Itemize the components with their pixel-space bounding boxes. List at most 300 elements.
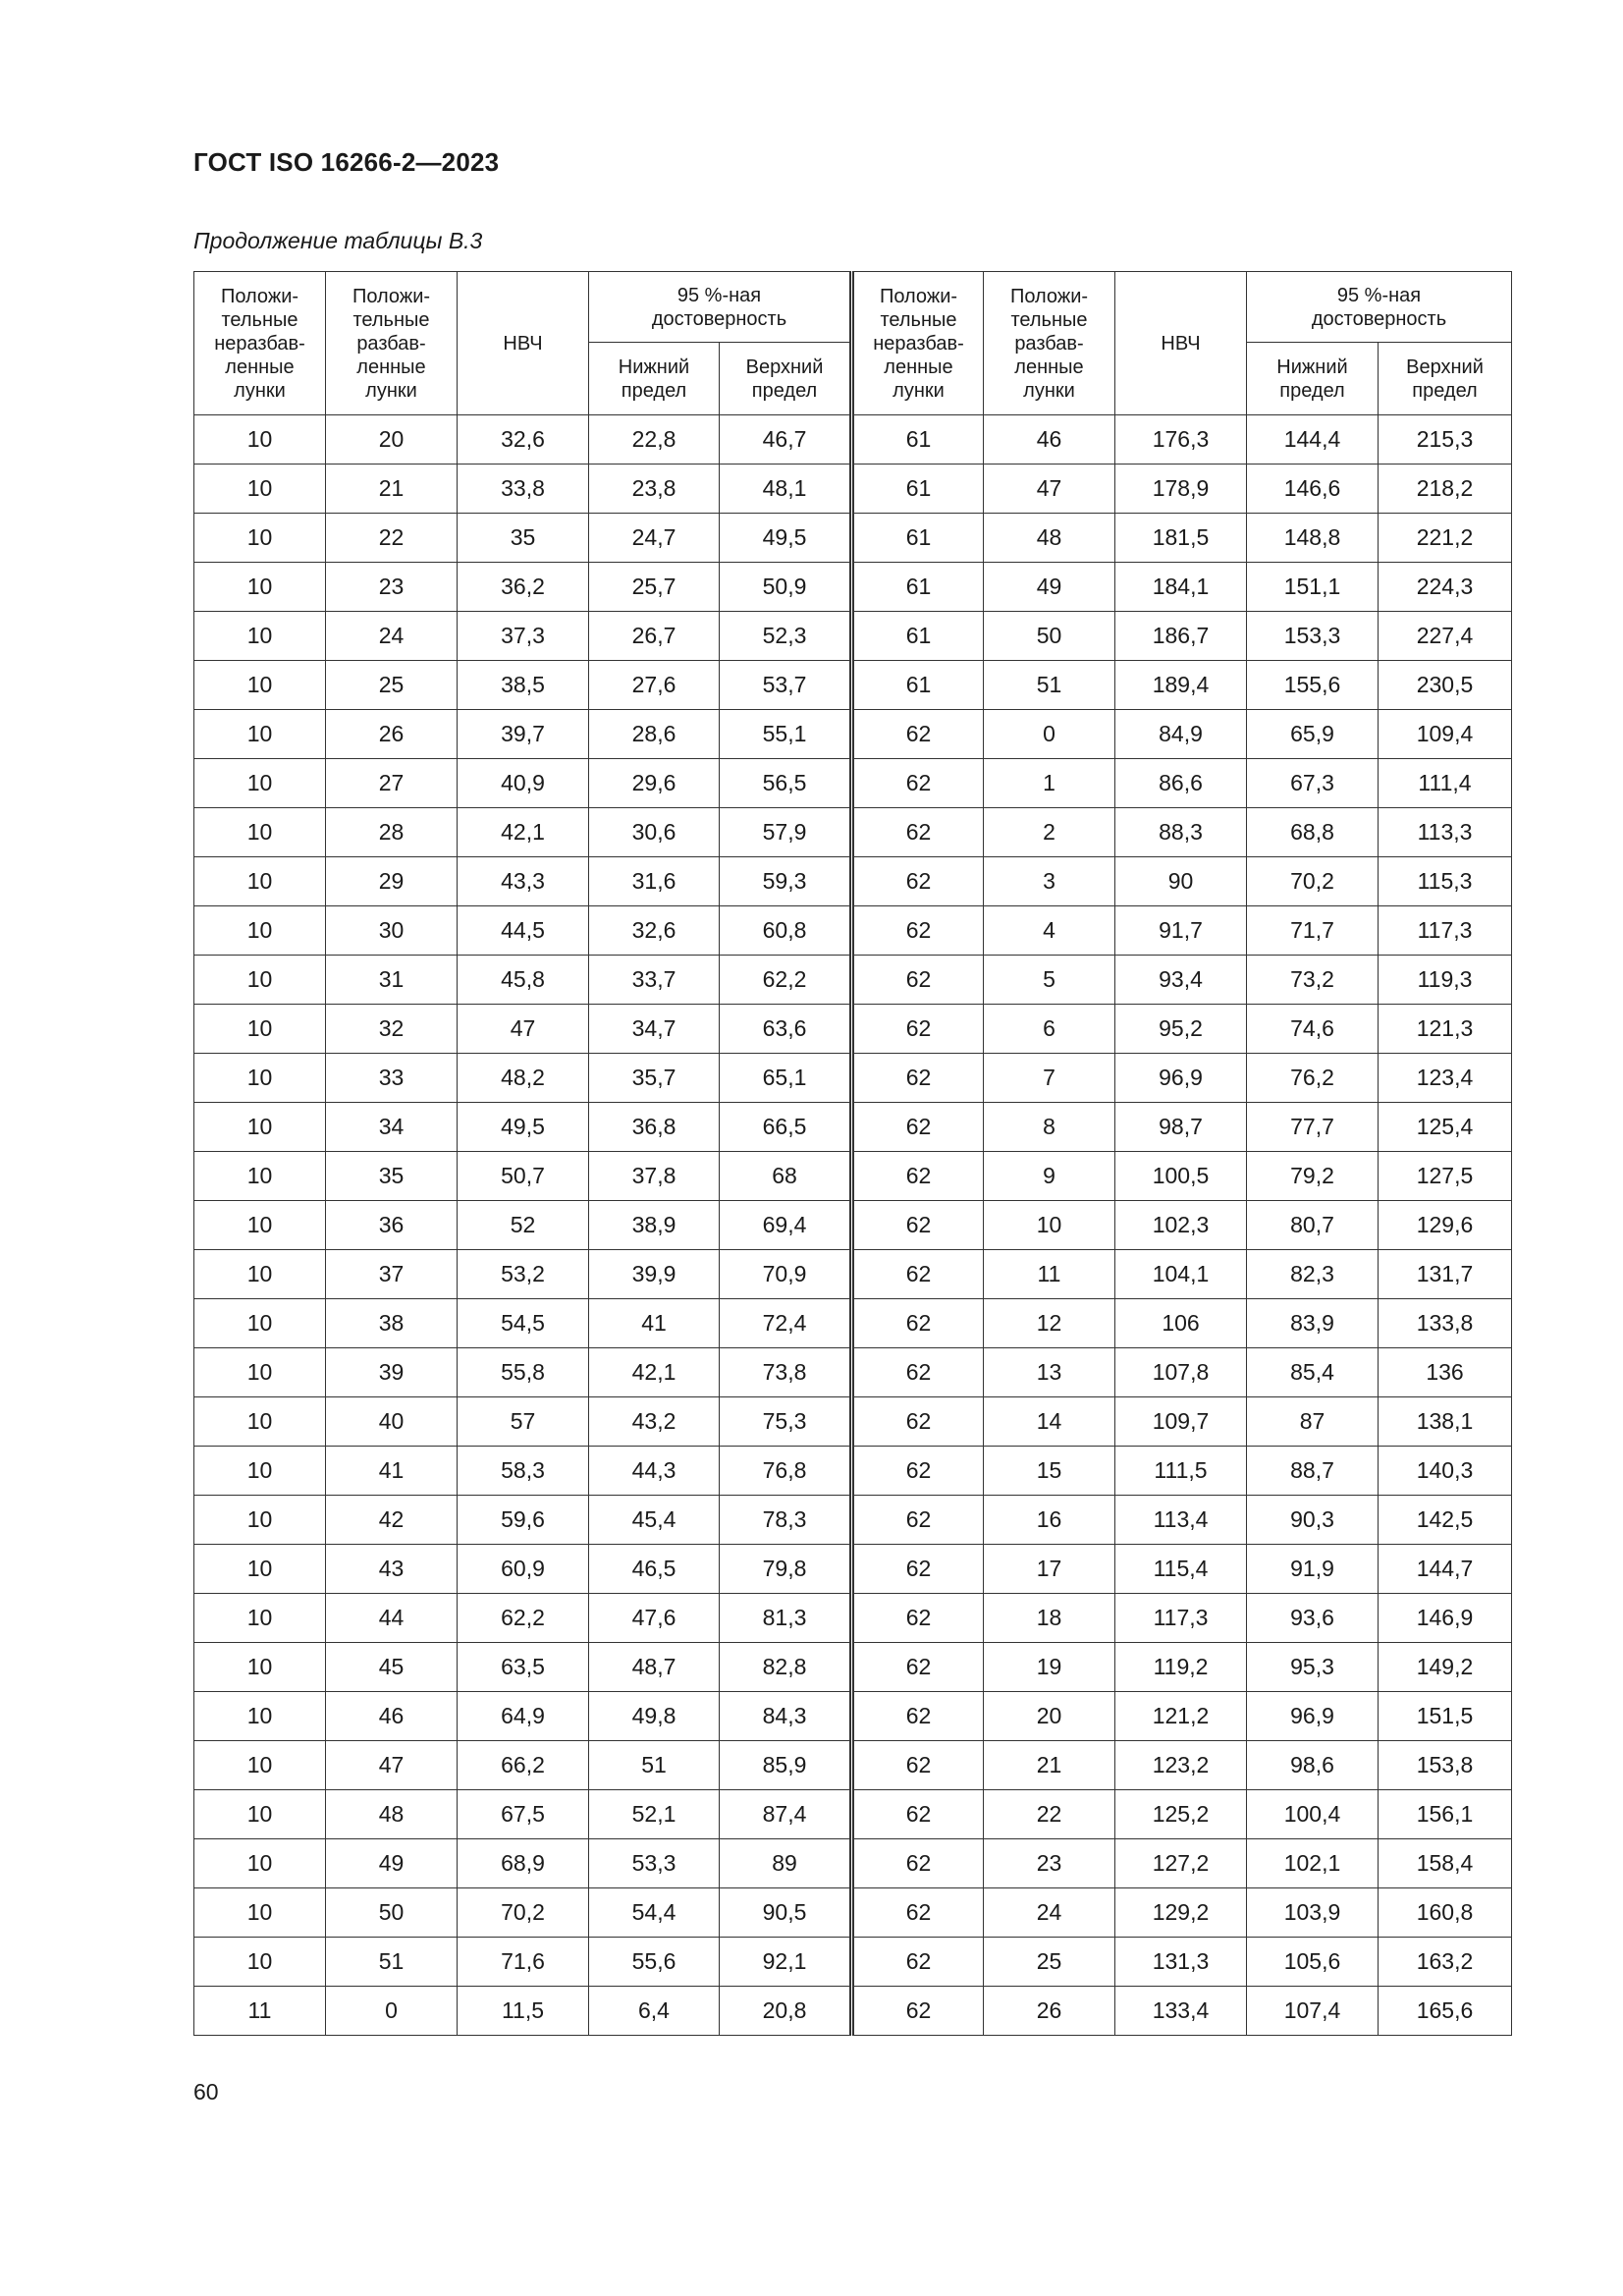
table-cell: 10 <box>194 857 326 906</box>
table-cell: 46,5 <box>589 1545 720 1594</box>
table-cell: 153,3 <box>1247 612 1379 661</box>
table-row <box>194 661 1512 710</box>
table-cell: 51 <box>326 1938 458 1987</box>
table-cell: 111,5 <box>1115 1447 1247 1496</box>
table-cell: 20 <box>326 415 458 465</box>
table-cell: 34 <box>326 1103 458 1152</box>
table-cell: 47 <box>984 465 1115 514</box>
table-cell: 26,7 <box>589 612 720 661</box>
table-cell: 40 <box>326 1397 458 1447</box>
table-cell: 23 <box>326 563 458 612</box>
table-cell: 34,7 <box>589 1005 720 1054</box>
table-row <box>194 1938 1512 1987</box>
table-cell: 17 <box>984 1545 1115 1594</box>
table-cell: 76,8 <box>720 1447 852 1496</box>
table-cell: 142,5 <box>1379 1496 1512 1545</box>
table-cell: 49,5 <box>720 514 852 563</box>
table-cell: 83,9 <box>1247 1299 1379 1348</box>
table-cell: 10 <box>194 514 326 563</box>
table-cell: 62 <box>852 1839 984 1888</box>
table-cell: 10 <box>194 1005 326 1054</box>
table-cell: 33,8 <box>458 465 589 514</box>
header-lower-2: Нижний предел <box>1247 343 1379 415</box>
table-cell: 10 <box>194 1201 326 1250</box>
table-cell: 37 <box>326 1250 458 1299</box>
table-cell: 24 <box>984 1888 1115 1938</box>
table-cell: 65,1 <box>720 1054 852 1103</box>
table-cell: 10 <box>194 1496 326 1545</box>
table-cell: 138,1 <box>1379 1397 1512 1447</box>
table-cell: 6,4 <box>589 1987 720 2036</box>
table-cell: 10 <box>194 906 326 956</box>
table-cell: 45 <box>326 1643 458 1692</box>
table-cell: 32,6 <box>458 415 589 465</box>
table-cell: 6 <box>984 1005 1115 1054</box>
table-cell: 44,5 <box>458 906 589 956</box>
table-cell: 123,2 <box>1115 1741 1247 1790</box>
table-row <box>194 1987 1512 2036</box>
table-cell: 73,2 <box>1247 956 1379 1005</box>
table-cell: 36,2 <box>458 563 589 612</box>
table-cell: 119,3 <box>1379 956 1512 1005</box>
mpn-table <box>193 271 1512 2036</box>
table-cell: 62 <box>852 1643 984 1692</box>
table-cell: 69,4 <box>720 1201 852 1250</box>
table-cell: 62 <box>852 1938 984 1987</box>
table-cell: 10 <box>194 1594 326 1643</box>
table-cell: 62 <box>852 1790 984 1839</box>
header-lower: Нижний предел <box>589 343 720 415</box>
table-cell: 21 <box>326 465 458 514</box>
table-cell: 62,2 <box>720 956 852 1005</box>
table-cell: 23 <box>984 1839 1115 1888</box>
table-cell: 102,3 <box>1115 1201 1247 1250</box>
header-mpn-2: НВЧ <box>1115 272 1247 415</box>
table-cell: 78,3 <box>720 1496 852 1545</box>
table-cell: 62 <box>852 1496 984 1545</box>
table-cell: 10 <box>194 612 326 661</box>
table-cell: 49,5 <box>458 1103 589 1152</box>
table-cell: 50,9 <box>720 563 852 612</box>
header-upper: Верхний предел <box>720 343 852 415</box>
table-cell: 52 <box>458 1201 589 1250</box>
table-cell: 50 <box>326 1888 458 1938</box>
table-cell: 57 <box>458 1397 589 1447</box>
table-cell: 10 <box>194 1545 326 1594</box>
table-cell: 0 <box>326 1987 458 2036</box>
table-cell: 163,2 <box>1379 1938 1512 1987</box>
table-cell: 61 <box>852 415 984 465</box>
table-cell: 49 <box>984 563 1115 612</box>
table-cell: 160,8 <box>1379 1888 1512 1938</box>
table-cell: 10 <box>194 1348 326 1397</box>
table-cell: 62 <box>852 1005 984 1054</box>
table-cell: 70,9 <box>720 1250 852 1299</box>
table-cell: 104,1 <box>1115 1250 1247 1299</box>
table-cell: 39,7 <box>458 710 589 759</box>
table-cell: 121,2 <box>1115 1692 1247 1741</box>
table-cell: 10 <box>194 1692 326 1741</box>
table-cell: 35 <box>458 514 589 563</box>
table-cell: 117,3 <box>1379 906 1512 956</box>
table-cell: 80,7 <box>1247 1201 1379 1250</box>
table-cell: 28 <box>326 808 458 857</box>
table-row <box>194 1741 1512 1790</box>
table-cell: 77,7 <box>1247 1103 1379 1152</box>
header-confidence: 95 %-ная достоверность <box>589 272 852 343</box>
table-cell: 62,2 <box>458 1594 589 1643</box>
table-cell: 47,6 <box>589 1594 720 1643</box>
table-cell: 51 <box>984 661 1115 710</box>
table-cell: 140,3 <box>1379 1447 1512 1496</box>
table-cell: 11,5 <box>458 1987 589 2036</box>
table-cell: 84,3 <box>720 1692 852 1741</box>
table-cell: 10 <box>194 1054 326 1103</box>
table-cell: 10 <box>194 1397 326 1447</box>
table-cell: 51 <box>589 1741 720 1790</box>
table-cell: 25,7 <box>589 563 720 612</box>
table-cell: 10 <box>194 1643 326 1692</box>
table-cell: 113,4 <box>1115 1496 1247 1545</box>
table-container <box>193 271 1512 2036</box>
table-cell: 61 <box>852 514 984 563</box>
table-cell: 35 <box>326 1152 458 1201</box>
table-cell: 189,4 <box>1115 661 1247 710</box>
table-cell: 47 <box>458 1005 589 1054</box>
table-cell: 10 <box>194 956 326 1005</box>
table-cell: 62 <box>852 857 984 906</box>
table-cell: 67,3 <box>1247 759 1379 808</box>
table-cell: 10 <box>194 759 326 808</box>
table-cell: 10 <box>194 710 326 759</box>
table-cell: 129,2 <box>1115 1888 1247 1938</box>
table-cell: 10 <box>194 808 326 857</box>
table-cell: 131,3 <box>1115 1938 1247 1987</box>
header-positive-diluted-2: Положи- тельные разбав- ленные лунки <box>984 272 1115 415</box>
table-cell: 71,6 <box>458 1938 589 1987</box>
table-cell: 67,5 <box>458 1790 589 1839</box>
table-cell: 155,6 <box>1247 661 1379 710</box>
table-cell: 37,3 <box>458 612 589 661</box>
table-cell: 98,6 <box>1247 1741 1379 1790</box>
table-row <box>194 1496 1512 1545</box>
table-row <box>194 1594 1512 1643</box>
table-cell: 62 <box>852 1103 984 1152</box>
table-cell: 30,6 <box>589 808 720 857</box>
table-cell: 61 <box>852 661 984 710</box>
table-cell: 125,4 <box>1379 1103 1512 1152</box>
table-cell: 38,9 <box>589 1201 720 1250</box>
table-row <box>194 1790 1512 1839</box>
table-cell: 46 <box>984 415 1115 465</box>
table-cell: 81,3 <box>720 1594 852 1643</box>
table-cell: 22 <box>984 1790 1115 1839</box>
table-row <box>194 808 1512 857</box>
table-cell: 0 <box>984 710 1115 759</box>
table-cell: 48 <box>326 1790 458 1839</box>
table-cell: 146,9 <box>1379 1594 1512 1643</box>
table-cell: 131,7 <box>1379 1250 1512 1299</box>
table-cell: 90 <box>1115 857 1247 906</box>
table-row <box>194 906 1512 956</box>
table-cell: 127,2 <box>1115 1839 1247 1888</box>
table-cell: 144,4 <box>1247 415 1379 465</box>
table-row <box>194 710 1512 759</box>
table-cell: 44,3 <box>589 1447 720 1496</box>
table-cell: 16 <box>984 1496 1115 1545</box>
table-cell: 54,4 <box>589 1888 720 1938</box>
table-cell: 10 <box>194 465 326 514</box>
table-cell: 85,4 <box>1247 1348 1379 1397</box>
table-cell: 98,7 <box>1115 1103 1247 1152</box>
table-cell: 62 <box>852 906 984 956</box>
table-cell: 109,4 <box>1379 710 1512 759</box>
table-cell: 49 <box>326 1839 458 1888</box>
table-cell: 10 <box>194 1790 326 1839</box>
table-row <box>194 1888 1512 1938</box>
table-cell: 133,4 <box>1115 1987 1247 2036</box>
table-cell: 10 <box>194 1299 326 1348</box>
table-cell: 64,9 <box>458 1692 589 1741</box>
table-cell: 63,6 <box>720 1005 852 1054</box>
table-cell: 62 <box>852 710 984 759</box>
table-cell: 48,2 <box>458 1054 589 1103</box>
table-cell: 119,2 <box>1115 1643 1247 1692</box>
table-cell: 48,7 <box>589 1643 720 1692</box>
table-cell: 62 <box>852 1201 984 1250</box>
table-cell: 113,3 <box>1379 808 1512 857</box>
table-cell: 125,2 <box>1115 1790 1247 1839</box>
table-cell: 74,6 <box>1247 1005 1379 1054</box>
table-cell: 176,3 <box>1115 415 1247 465</box>
table-caption: Продолжение таблицы В.3 <box>193 228 483 253</box>
table-cell: 10 <box>194 415 326 465</box>
table-cell: 66,2 <box>458 1741 589 1790</box>
table-cell: 60,8 <box>720 906 852 956</box>
table-cell: 62 <box>852 956 984 1005</box>
table-row <box>194 1103 1512 1152</box>
table-cell: 68,9 <box>458 1839 589 1888</box>
table-cell: 85,9 <box>720 1741 852 1790</box>
table-cell: 149,2 <box>1379 1643 1512 1692</box>
table-cell: 19 <box>984 1643 1115 1692</box>
table-cell: 20 <box>984 1692 1115 1741</box>
table-cell: 43 <box>326 1545 458 1594</box>
table-cell: 36 <box>326 1201 458 1250</box>
table-cell: 61 <box>852 612 984 661</box>
table-cell: 95,2 <box>1115 1005 1247 1054</box>
header-confidence-2: 95 %-ная достоверность <box>1247 272 1512 343</box>
table-cell: 49,8 <box>589 1692 720 1741</box>
table-row <box>194 1005 1512 1054</box>
table-cell: 1 <box>984 759 1115 808</box>
table-cell: 12 <box>984 1299 1115 1348</box>
table-cell: 24,7 <box>589 514 720 563</box>
table-row <box>194 1643 1512 1692</box>
table-cell: 62 <box>852 759 984 808</box>
table-cell: 165,6 <box>1379 1987 1512 2036</box>
table-cell: 82,8 <box>720 1643 852 1692</box>
table-cell: 45,8 <box>458 956 589 1005</box>
table-cell: 102,1 <box>1247 1839 1379 1888</box>
table-cell: 43,2 <box>589 1397 720 1447</box>
table-row <box>194 1152 1512 1201</box>
table-cell: 68,8 <box>1247 808 1379 857</box>
table-row <box>194 857 1512 906</box>
table-cell: 32,6 <box>589 906 720 956</box>
table-cell: 61 <box>852 465 984 514</box>
table-cell: 32 <box>326 1005 458 1054</box>
table-cell: 107,4 <box>1247 1987 1379 2036</box>
table-cell: 44 <box>326 1594 458 1643</box>
table-cell: 7 <box>984 1054 1115 1103</box>
table-cell: 55,1 <box>720 710 852 759</box>
table-cell: 53,7 <box>720 661 852 710</box>
table-cell: 156,1 <box>1379 1790 1512 1839</box>
table-cell: 224,3 <box>1379 563 1512 612</box>
table-cell: 144,7 <box>1379 1545 1512 1594</box>
table-cell: 24 <box>326 612 458 661</box>
table-cell: 136 <box>1379 1348 1512 1397</box>
table-cell: 87,4 <box>720 1790 852 1839</box>
table-cell: 45,4 <box>589 1496 720 1545</box>
table-cell: 127,5 <box>1379 1152 1512 1201</box>
table-cell: 153,8 <box>1379 1741 1512 1790</box>
table-cell: 158,4 <box>1379 1839 1512 1888</box>
table-cell: 221,2 <box>1379 514 1512 563</box>
table-cell: 10 <box>194 1103 326 1152</box>
table-cell: 107,8 <box>1115 1348 1247 1397</box>
table-cell: 47 <box>326 1741 458 1790</box>
table-cell: 62 <box>852 1397 984 1447</box>
table-cell: 26 <box>984 1987 1115 2036</box>
table-cell: 72,4 <box>720 1299 852 1348</box>
table-cell: 96,9 <box>1247 1692 1379 1741</box>
table-row <box>194 1397 1512 1447</box>
table-row <box>194 612 1512 661</box>
table-cell: 95,3 <box>1247 1643 1379 1692</box>
table-cell: 33,7 <box>589 956 720 1005</box>
table-cell: 90,5 <box>720 1888 852 1938</box>
table-cell: 21 <box>984 1741 1115 1790</box>
table-cell: 62 <box>852 1152 984 1201</box>
table-row <box>194 415 1512 465</box>
table-cell: 48 <box>984 514 1115 563</box>
table-cell: 151,1 <box>1247 563 1379 612</box>
table-cell: 123,4 <box>1379 1054 1512 1103</box>
table-cell: 91,9 <box>1247 1545 1379 1594</box>
table-cell: 148,8 <box>1247 514 1379 563</box>
table-cell: 59,3 <box>720 857 852 906</box>
table-row <box>194 1054 1512 1103</box>
table-cell: 53,2 <box>458 1250 589 1299</box>
table-cell: 71,7 <box>1247 906 1379 956</box>
header-positive-undiluted-2: Положи- тельные неразбав- ленные лунки <box>852 272 984 415</box>
table-cell: 62 <box>852 1299 984 1348</box>
table-cell: 111,4 <box>1379 759 1512 808</box>
table-cell: 38 <box>326 1299 458 1348</box>
table-row <box>194 1250 1512 1299</box>
table-cell: 40,9 <box>458 759 589 808</box>
table-row <box>194 563 1512 612</box>
table-cell: 59,6 <box>458 1496 589 1545</box>
table-cell: 35,7 <box>589 1054 720 1103</box>
table-cell: 100,4 <box>1247 1790 1379 1839</box>
table-cell: 186,7 <box>1115 612 1247 661</box>
table-cell: 10 <box>194 1447 326 1496</box>
table-cell: 76,2 <box>1247 1054 1379 1103</box>
table-cell: 79,8 <box>720 1545 852 1594</box>
table-cell: 9 <box>984 1152 1115 1201</box>
table-cell: 42 <box>326 1496 458 1545</box>
table-cell: 178,9 <box>1115 465 1247 514</box>
table-cell: 181,5 <box>1115 514 1247 563</box>
table-cell: 68 <box>720 1152 852 1201</box>
table-cell: 227,4 <box>1379 612 1512 661</box>
table-cell: 218,2 <box>1379 465 1512 514</box>
table-cell: 31,6 <box>589 857 720 906</box>
table-cell: 62 <box>852 1741 984 1790</box>
header-upper-2: Верхний предел <box>1379 343 1512 415</box>
table-cell: 42,1 <box>589 1348 720 1397</box>
table-cell: 10 <box>984 1201 1115 1250</box>
table-cell: 62 <box>852 1692 984 1741</box>
table-cell: 100,5 <box>1115 1152 1247 1201</box>
header-positive-undiluted: Положи- тельные неразбав- ленные лунки <box>194 272 326 415</box>
table-cell: 66,5 <box>720 1103 852 1152</box>
table-cell: 41 <box>326 1447 458 1496</box>
table-cell: 20,8 <box>720 1987 852 2036</box>
table-cell: 53,3 <box>589 1839 720 1888</box>
table-cell: 62 <box>852 1054 984 1103</box>
table-cell: 62 <box>852 1250 984 1299</box>
table-cell: 52,1 <box>589 1790 720 1839</box>
table-cell: 3 <box>984 857 1115 906</box>
table-cell: 65,9 <box>1247 710 1379 759</box>
table-cell: 89 <box>720 1839 852 1888</box>
table-cell: 73,8 <box>720 1348 852 1397</box>
table-cell: 115,3 <box>1379 857 1512 906</box>
table-cell: 10 <box>194 1741 326 1790</box>
table-cell: 8 <box>984 1103 1115 1152</box>
table-cell: 88,7 <box>1247 1447 1379 1496</box>
table-row <box>194 1201 1512 1250</box>
table-cell: 11 <box>984 1250 1115 1299</box>
header-positive-diluted: Положи- тельные разбав- ленные лунки <box>326 272 458 415</box>
table-cell: 109,7 <box>1115 1397 1247 1447</box>
table-row <box>194 1692 1512 1741</box>
table-cell: 63,5 <box>458 1643 589 1692</box>
table-cell: 103,9 <box>1247 1888 1379 1938</box>
table-row <box>194 1545 1512 1594</box>
table-cell: 46,7 <box>720 415 852 465</box>
table-cell: 55,6 <box>589 1938 720 1987</box>
table-cell: 29,6 <box>589 759 720 808</box>
table-cell: 86,6 <box>1115 759 1247 808</box>
table-cell: 60,9 <box>458 1545 589 1594</box>
table-cell: 10 <box>194 661 326 710</box>
table-cell: 129,6 <box>1379 1201 1512 1250</box>
document-title: ГОСТ ISO 16266-2—2023 <box>193 147 500 177</box>
table-row <box>194 514 1512 563</box>
table-cell: 91,7 <box>1115 906 1247 956</box>
table-cell: 10 <box>194 563 326 612</box>
table-cell: 93,4 <box>1115 956 1247 1005</box>
table-cell: 25 <box>326 661 458 710</box>
table-cell: 31 <box>326 956 458 1005</box>
table-cell: 2 <box>984 808 1115 857</box>
table-cell: 62 <box>852 1888 984 1938</box>
